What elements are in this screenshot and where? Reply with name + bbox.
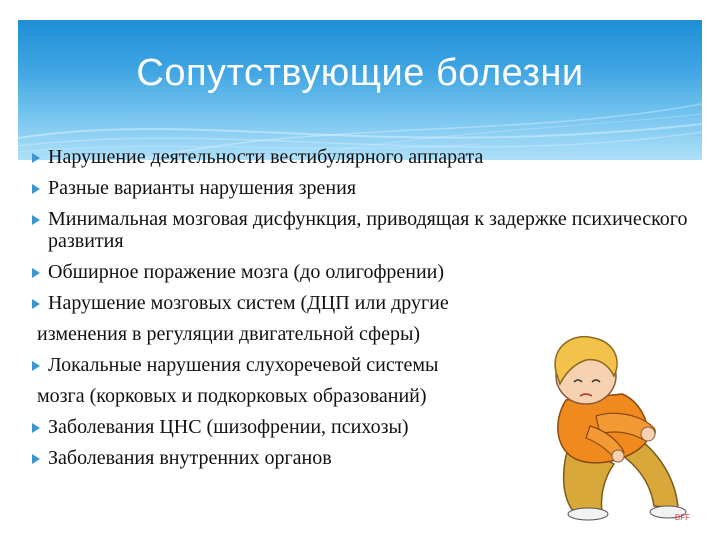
list-item: Обширное поражение мозга (до олигофрении) xyxy=(32,261,692,283)
list-item-continuation: мозга (корковых и подкорковых образований) xyxy=(37,385,427,407)
list-item: Локальные нарушения слухоречевой системы xyxy=(32,354,692,376)
list-item: Заболевания внутренних органов xyxy=(32,447,692,469)
corner-mark: BFF xyxy=(674,513,690,522)
list-item: Нарушение деятельности вестибулярного аппарата xyxy=(32,146,692,168)
bullet-icon xyxy=(32,361,40,371)
list-item: Минимальная мозговая дисфункция, приводящая к задержке психического развития xyxy=(32,208,692,252)
list-item: Разные варианты нарушения зрения xyxy=(32,177,692,199)
bullet-icon xyxy=(32,215,40,225)
bullet-icon xyxy=(32,454,40,464)
bullet-icon xyxy=(32,184,40,194)
bullet-icon xyxy=(32,153,40,163)
sad-child-illustration xyxy=(530,330,694,522)
bullet-icon xyxy=(32,268,40,278)
list-item-continuation: изменения в регуляции двигательной сферы) xyxy=(37,323,421,345)
slide-title: Сопутствующие болезни xyxy=(136,52,584,94)
bullet-icon xyxy=(32,299,40,309)
bullet-icon xyxy=(32,423,40,433)
list-item: Заболевания ЦНС (шизофрении, психозы) xyxy=(32,416,692,438)
list-item: Нарушение мозговых систем (ДЦП или другие xyxy=(32,292,692,314)
